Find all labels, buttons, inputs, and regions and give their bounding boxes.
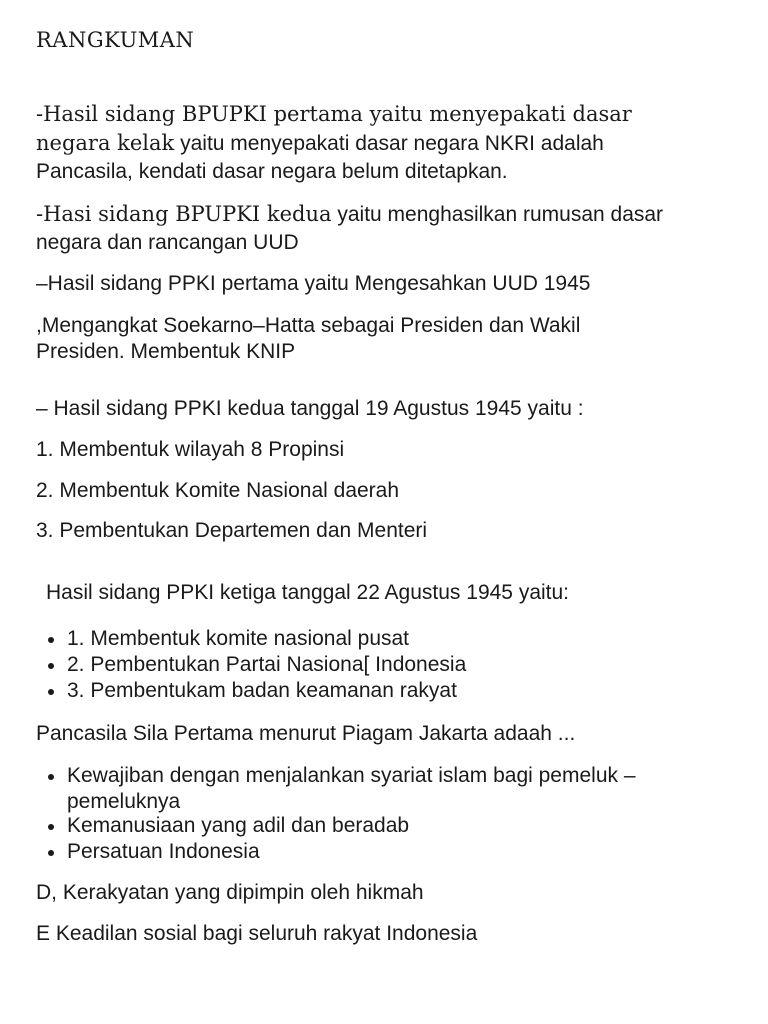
para5-list [48, 626, 466, 704]
para5-list-item: 3. Pembentukam badan keamanan rakyat [48, 678, 466, 704]
page-title: RANGKUMAN [36, 28, 195, 52]
para1-line3: Pancasila, kendati dasar negara belum ditetapkan. [36, 160, 508, 183]
para3-line1: –Hasil sidang PPKI pertama yaitu Mengesahkan UUD 1945 [36, 272, 591, 295]
question-option-continuation: pemeluknya [67, 790, 181, 813]
para3-line2: ,Mengangkat Soekarno–Hatta sebagai Presiden dan Wakil [36, 314, 581, 337]
para2-line1-serif: -Hasi sidang BPUPKI kedua [36, 202, 332, 226]
para4-item-3: 3. Pembentukan Departemen dan Menteri [36, 519, 428, 542]
question-options-more [48, 813, 409, 865]
para1-line1: -Hasil sidang BPUPKI pertama yaitu menyepakati dasar [36, 102, 632, 126]
para2-line1-sans: yaitu menghasilkan rumusan dasar [331, 203, 664, 226]
para2-line1 [36, 201, 663, 228]
question-option-d: D, Kerakyatan yang dipimpin oleh hikmah [36, 881, 424, 904]
para3-line3: Presiden. Membentuk KNIP [36, 340, 296, 363]
para4-item-2: 2. Membentuk Komite Nasional daerah [36, 479, 400, 502]
para1-line2 [36, 130, 604, 157]
question-option: Persatuan Indonesia [48, 839, 409, 865]
para5-heading: Hasil sidang PPKI ketiga tanggal 22 Agustus 1945 yaitu: [46, 581, 570, 604]
question-option-e: E Keadilan sosial bagi seluruh rakyat Indonesia [36, 922, 478, 945]
para1-line2-serif: negara kelak [36, 131, 175, 155]
para5-list-item: 2. Pembentukan Partai Nasiona[ Indonesia [48, 652, 466, 678]
para5-list-item: 1. Membentuk komite nasional pusat [48, 626, 466, 652]
para4-heading: – Hasil sidang PPKI kedua tanggal 19 Agustus 1945 yaitu : [36, 397, 584, 420]
question-text: Pancasila Sila Pertama menurut Piagam Jakarta adaah ... [36, 722, 576, 745]
para1-line2-sans: yaitu menyepakati dasar negara NKRI adalah [174, 132, 604, 155]
para2-line2: negara dan rancangan UUD [36, 231, 299, 254]
question-option: Kewajiban dengan menjalankan syariat islam bagi pemeluk – [48, 763, 636, 789]
question-options [48, 763, 636, 789]
question-option: Kemanusiaan yang adil dan beradab [48, 813, 409, 839]
para4-item-1: 1. Membentuk wilayah 8 Propinsi [36, 438, 345, 461]
